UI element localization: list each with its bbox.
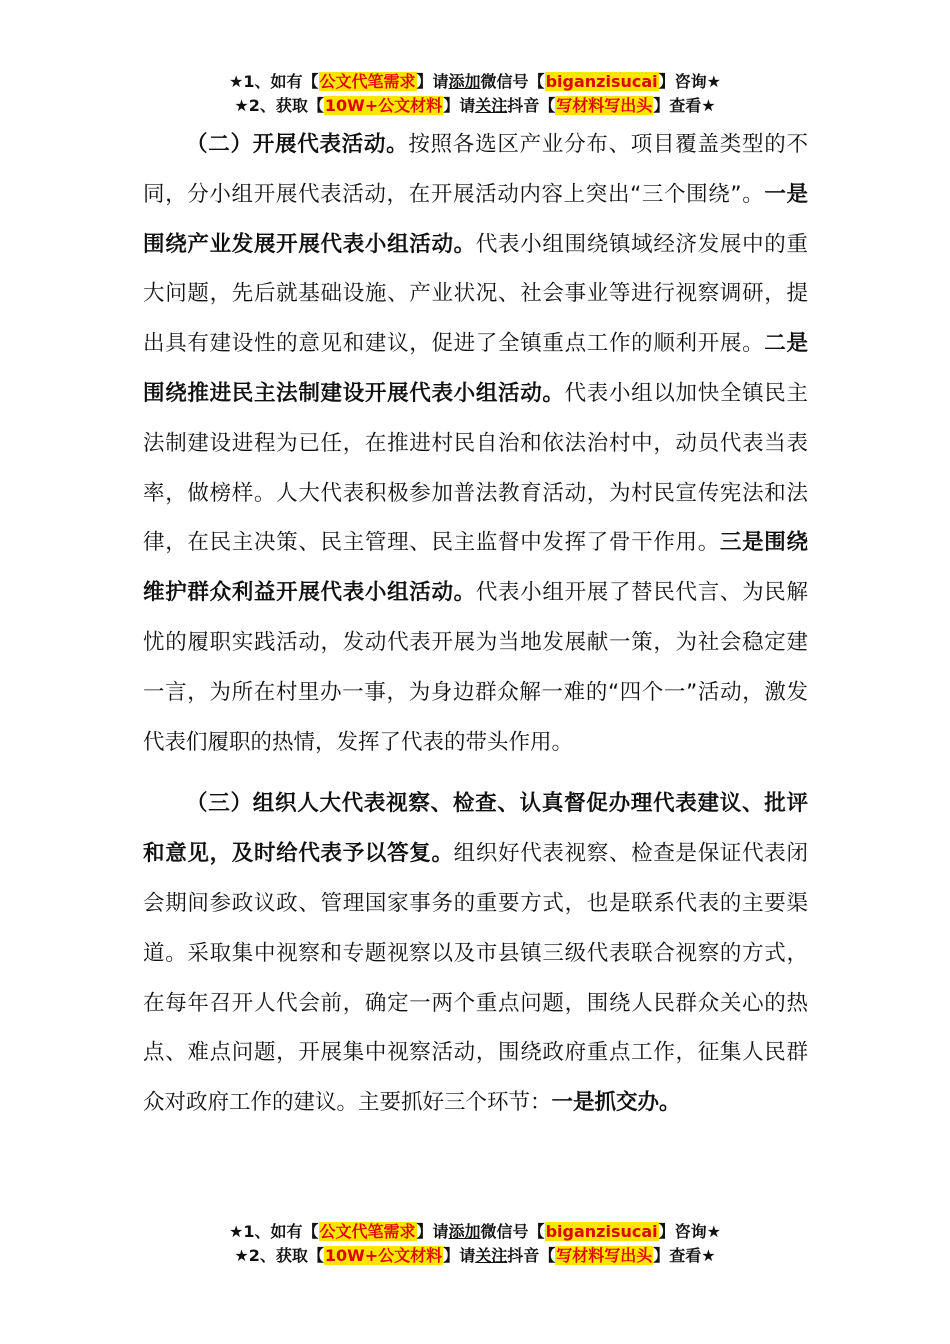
- section-heading: （二）开展代表活动。: [186, 132, 409, 157]
- highlight-wechat-id: biganzisucai: [545, 72, 658, 91]
- point-heading: 一是围绕产业发展开展代表小组活动。: [143, 181, 808, 257]
- highlight-service: 公文代笔需求: [319, 72, 416, 91]
- banner-line-2: ★2、获取【10W+公文材料】请关注抖音【写材料写出头】查看★: [234, 96, 716, 115]
- highlight-materials: 10W+公文材料: [324, 1246, 443, 1265]
- point-heading: 一是抓交办。: [551, 1090, 681, 1116]
- highlight-service: 公文代笔需求: [319, 1222, 416, 1241]
- paragraph-representative-activities: （二）开展代表活动。按照各选区产业分布、项目覆盖类型的不同，分小组开展代表活动，在开展活动内容上突出“三个围绕”。一是围绕产业发展开展代表小组活动。代表小组围绕镇域经济发展中的重大问题，先后就基础设施、产业状况、社会事业等进行视察调研，提出具有建设性的意见和建议，促进了全镇重点工作的顺利开展。二是围绕推进民主法制建设开展代表小组活动。代表小组以加快全镇民主法制建设进程为已任，在推进村民自治和依法治村中，动员代表当表率，做榜样。人大代表积极参加普法教育活动，为村民宣传宪法和法律，在民主决策、民主管理、民主监督中发挥了骨干作用。三是围绕维护群众利益开展代表小组活动。代表小组开展了替民代言、为民解忧的履职实践活动，发动代表开展为当地发展献一策，为社会稳定建一言，为所在村里办一事，为身边群众解一难的“四个一”活动，激发代表们履职的热情，发挥了代表的带头作用。: [143, 132, 808, 755]
- footer-banner: [0, 1220, 950, 1268]
- point-heading: 二是围绕推进民主法制建设开展代表小组活动。: [143, 331, 808, 406]
- section-heading: （三）组织人大代表视察、检查、认真督促办理代表建议、批评和意见，及时给代表予以答复。: [143, 791, 808, 867]
- highlight-douyin: 写材料写出头: [556, 1246, 653, 1265]
- header-banner: [0, 70, 950, 118]
- document-body: [143, 120, 808, 1128]
- banner-line-2: ★2、获取【10W+公文材料】请关注抖音【写材料写出头】查看★: [234, 1246, 716, 1265]
- banner-line-1: ★1、如有【公文代笔需求】请添加微信号【biganzisucai】咨询★: [229, 1222, 721, 1241]
- highlight-materials: 10W+公文材料: [324, 96, 443, 115]
- star-icon: ★: [234, 96, 249, 115]
- point-heading: 三是围绕维护群众利益开展代表小组活动。: [143, 530, 808, 606]
- star-icon: ★: [229, 1222, 244, 1241]
- banner-line-1: ★1、如有【公文代笔需求】请添加微信号【biganzisucai】咨询★: [229, 72, 721, 91]
- star-icon: ★: [234, 1246, 249, 1265]
- highlight-douyin: 写材料写出头: [556, 96, 653, 115]
- paragraph-inspection: （三）组织人大代表视察、检查、认真督促办理代表建议、批评和意见，及时给代表予以答复。组织好代表视察、检查是保证代表闭会期间参政议政、管理国家事务的重要方式，也是联系代表的主要渠道。采取集中视察和专题视察以及市县镇三级代表联合视察的方式，在每年召开人代会前，确定一两个重点问题，围绕人民群众关心的热点、难点问题，开展集中视察活动，围绕政府重点工作，征集人民群众对政府工作的建议。主要抓好三个环节：一是抓交办。: [143, 791, 808, 1116]
- highlight-wechat-id: biganzisucai: [545, 1222, 658, 1241]
- star-icon: ★: [229, 72, 244, 91]
